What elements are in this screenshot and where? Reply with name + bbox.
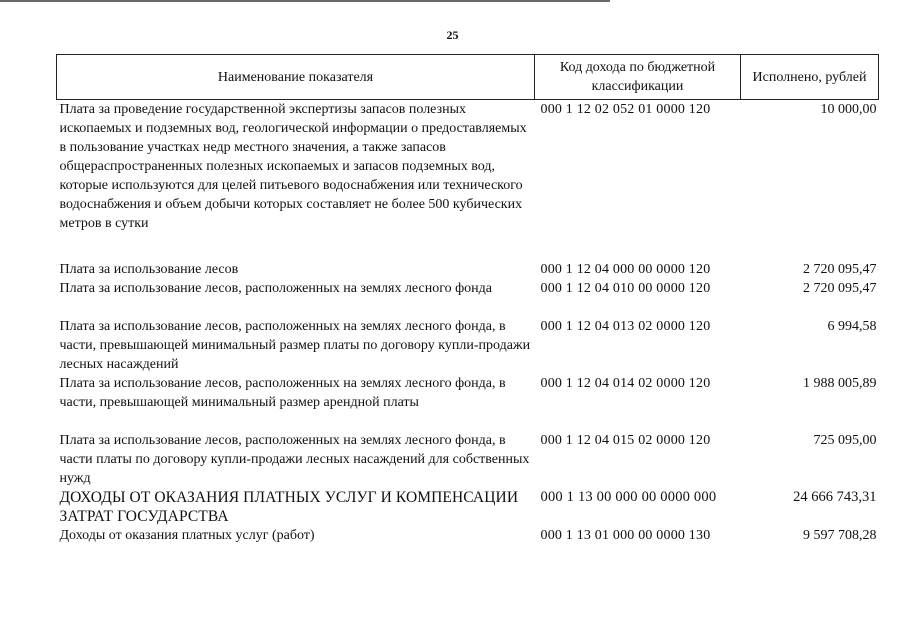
row-amount: 9 597 708,28 bbox=[803, 527, 877, 543]
row-amount: 2 720 095,47 bbox=[803, 280, 877, 296]
row-amount: 10 000,00 bbox=[820, 102, 877, 117]
table-header bbox=[57, 55, 879, 100]
table-row bbox=[57, 260, 879, 279]
row-name: Плата за использование лесов, расположенных на землях лесного фонда, в части платы по договору купли-продажи лесных насаждений для собственных нужд bbox=[59, 432, 530, 486]
row-name: Плата за использование лесов, расположенных на землях лесного фонда, в части, превышающей минимальный размер платы по договору купли-продажи лесных насаждений bbox=[59, 318, 531, 372]
table-body bbox=[57, 100, 879, 545]
top-rule bbox=[0, 0, 610, 2]
row-amount: 24 666 743,31 bbox=[793, 488, 877, 505]
row-amount: 6 994,58 bbox=[827, 318, 877, 334]
row-code: 000 1 12 02 052 01 0000 120 bbox=[540, 102, 711, 117]
row-name: ДОХОДЫ ОТ ОКАЗАНИЯ ПЛАТНЫХ УСЛУГ И КОМПЕНСАЦИИ ЗАТРАТ ГОСУДАРСТВА bbox=[59, 488, 519, 525]
header-name: Наименование показателя bbox=[57, 55, 535, 100]
row-name: Плата за использование лесов, расположенных на землях лесного фонда bbox=[59, 280, 492, 296]
row-code: 000 1 12 04 010 00 0000 120 bbox=[540, 280, 711, 296]
row-code: 000 1 13 01 000 00 0000 130 bbox=[540, 527, 711, 543]
row-name: Плата за использование лесов bbox=[59, 261, 239, 277]
row-amount: 1 988 005,89 bbox=[803, 375, 877, 391]
header-amount: Исполнено, рублей bbox=[741, 55, 879, 100]
header-code: Код дохода по бюджетной классификации bbox=[535, 55, 741, 100]
table-row bbox=[57, 431, 879, 488]
table-row bbox=[57, 317, 879, 374]
row-name: Плата за использование лесов, расположенных на землях лесного фонда, в части, превышающей минимальный размер арендной платы bbox=[59, 375, 506, 410]
revenue-table bbox=[56, 54, 879, 545]
row-code: 000 1 12 04 013 02 0000 120 bbox=[540, 318, 711, 334]
table-row bbox=[57, 279, 879, 317]
row-code: 000 1 12 04 000 00 0000 120 bbox=[540, 261, 711, 277]
table-row bbox=[57, 374, 879, 431]
row-code: 000 1 13 00 000 00 0000 000 bbox=[540, 488, 717, 505]
table-row bbox=[57, 100, 879, 260]
row-name: Плата за проведение государственной экспертизы запасов полезных ископаемых и подземных вод, геологической информации о предоставляемых в пользование участках недр местного значения, а также запасов общераспространенных полезных ископаемых и запасов подземных вод, которые используются для целей питьевого водоснабжения или технического водоснабжения и объем добычи которых составляет не более 500 кубических метров в сутки bbox=[59, 102, 527, 231]
row-amount: 2 720 095,47 bbox=[803, 261, 877, 277]
table-row bbox=[57, 488, 879, 526]
row-name: Доходы от оказания платных услуг (работ) bbox=[59, 527, 315, 543]
row-code: 000 1 12 04 015 02 0000 120 bbox=[540, 432, 711, 448]
table-row bbox=[57, 526, 879, 545]
row-code: 000 1 12 04 014 02 0000 120 bbox=[540, 375, 711, 391]
row-amount: 725 095,00 bbox=[813, 432, 877, 448]
page-number: 25 bbox=[446, 28, 459, 42]
